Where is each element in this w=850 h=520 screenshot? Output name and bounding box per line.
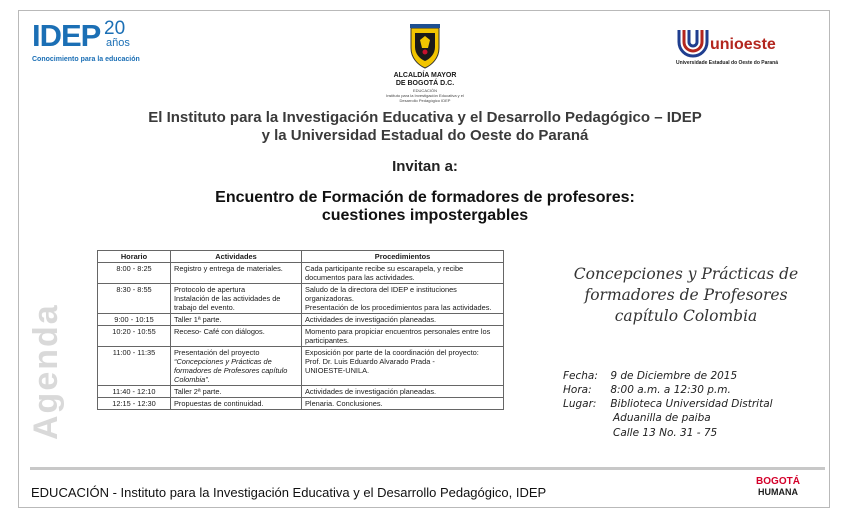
bogota-humana-logo	[754, 476, 802, 498]
alcaldia-name-line2: DE BOGOTÁ D.C.	[395, 80, 455, 87]
alcaldia-logo	[380, 22, 470, 106]
row-time: 8:00 - 8:25	[98, 263, 171, 284]
row-procedure: Actividades de investigación planeadas.	[302, 314, 504, 326]
row-activity: Protocolo de apertura Instalación de las actividades de trabajo del evento.	[171, 284, 302, 314]
column-header-time: Horario	[98, 251, 171, 263]
row-procedure: Saludo de la directora del IDEP e instituciones organizadoras. Presentación de los procedimientos para las actividades.	[302, 284, 504, 314]
row-activity: Propuestas de continuidad.	[171, 398, 302, 410]
row-procedure: Exposición por parte de la coordinación del proyecto: Prof. Dr. Luis Eduardo Alvarado Prada - UNIOESTE-UNILA.	[302, 347, 504, 386]
table-row	[98, 326, 504, 347]
project-title-line1: Concepciones y Prácticas de	[573, 265, 799, 283]
row-activity: Registro y entrega de materiales.	[171, 263, 302, 284]
heading-line-1: El Instituto para la Investigación Educativa y el Desarrollo Pedagógico – IDEP	[148, 109, 702, 126]
table-row	[98, 386, 504, 398]
date-label: Fecha:	[563, 370, 598, 382]
place-value-line3: Calle 13 No. 31 - 75	[613, 427, 718, 439]
place-label: Lugar:	[563, 398, 597, 410]
row-time: 11:40 - 12:10	[98, 386, 171, 398]
table-row	[98, 347, 504, 386]
project-title-line2: formadores de Profesores	[584, 286, 788, 304]
bogota-logo-line1: BOGOTÁ	[756, 476, 800, 487]
row-time: 8:30 - 8:55	[98, 284, 171, 314]
event-date	[563, 370, 737, 382]
row-procedure: Momento para propiciar encuentros personales entre los participantes.	[302, 326, 504, 347]
alcaldia-subtitle	[380, 88, 470, 103]
alcaldia-subtitle-line2: Instituto para la Investigación Educativa y el Desarrollo Pedagógico IDEP	[386, 93, 464, 103]
heading-line-2: y la Universidad Estadual do Oeste do Paraná	[261, 127, 589, 144]
alcaldia-name-line1: ALCALDÍA MAYOR	[393, 72, 457, 79]
bogota-coat-of-arms-icon	[408, 24, 442, 70]
agenda-side-label: Agenda	[27, 303, 65, 440]
idep-logo-years: años	[106, 37, 130, 49]
row-activity-project-title: “Concepciones y Prácticas de formadores de Profesores capítulo Colombia”.	[174, 357, 288, 384]
idep-logo-word: IDEP	[32, 18, 101, 53]
bogota-logo-line2: HUMANA	[758, 487, 798, 497]
column-header-procedure: Procedimientos	[302, 251, 504, 263]
table-row	[98, 398, 504, 410]
row-procedure: Plenaria. Conclusiones.	[302, 398, 504, 410]
row-activity-text: Presentación del proyecto	[174, 348, 260, 357]
row-time: 9:00 - 10:15	[98, 314, 171, 326]
project-title-line3: capítulo Colombia	[614, 307, 758, 325]
place-value-line1: Biblioteca Universidad Distrital	[610, 398, 773, 410]
table-row	[98, 314, 504, 326]
invite-text: Invitan a:	[392, 158, 458, 175]
row-activity: Taller 2ª parte.	[171, 386, 302, 398]
event-title-line-1: Encuentro de Formación de formadores de profesores:	[215, 189, 635, 206]
alcaldia-subtitle-line1: EDUCACIÓN	[412, 88, 437, 93]
idep-logo-tagline: Conocimiento para la educación	[32, 56, 140, 63]
footer-text: EDUCACIÓN - Instituto para la Investigación Educativa y el Desarrollo Pedagógico, IDEP	[31, 485, 547, 500]
idep-logo-number: 20	[104, 18, 126, 39]
agenda-header-row	[98, 251, 504, 263]
column-header-activity: Actividades	[171, 251, 302, 263]
table-row	[98, 284, 504, 314]
row-activity	[171, 347, 302, 386]
date-value: 9 de Diciembre de 2015	[610, 370, 738, 382]
event-place	[563, 398, 773, 410]
time-label: Hora:	[563, 384, 592, 396]
row-activity: Taller 1ª parte.	[171, 314, 302, 326]
event-time	[563, 384, 731, 396]
row-procedure: Cada participante recibe su escarapela, y recibe documentos para las actividades.	[302, 263, 504, 284]
row-time: 10:20 - 10:55	[98, 326, 171, 347]
row-activity: Receso- Café con diálogos.	[171, 326, 302, 347]
event-title-line-2: cuestiones impostergables	[321, 207, 529, 224]
row-time: 12:15 - 12:30	[98, 398, 171, 410]
unioeste-emblem-icon	[676, 28, 710, 58]
idep-logo	[32, 18, 162, 68]
row-procedure: Actividades de investigación planeadas.	[302, 386, 504, 398]
time-value: 8:00 a.m. a 12:30 p.m.	[610, 384, 731, 396]
agenda-table	[97, 250, 504, 410]
unioeste-logo-word: unioeste	[710, 36, 776, 53]
footer-divider	[30, 467, 825, 470]
table-row	[98, 263, 504, 284]
place-value-line2: Aduanilla de paiba	[613, 412, 711, 424]
unioeste-logo-subtitle: Universidade Estadual do Oeste do Paraná	[676, 60, 778, 66]
project-title	[545, 264, 827, 327]
row-time: 11:00 - 11:35	[98, 347, 171, 386]
alcaldia-name	[380, 72, 470, 88]
unioeste-logo	[676, 28, 806, 72]
